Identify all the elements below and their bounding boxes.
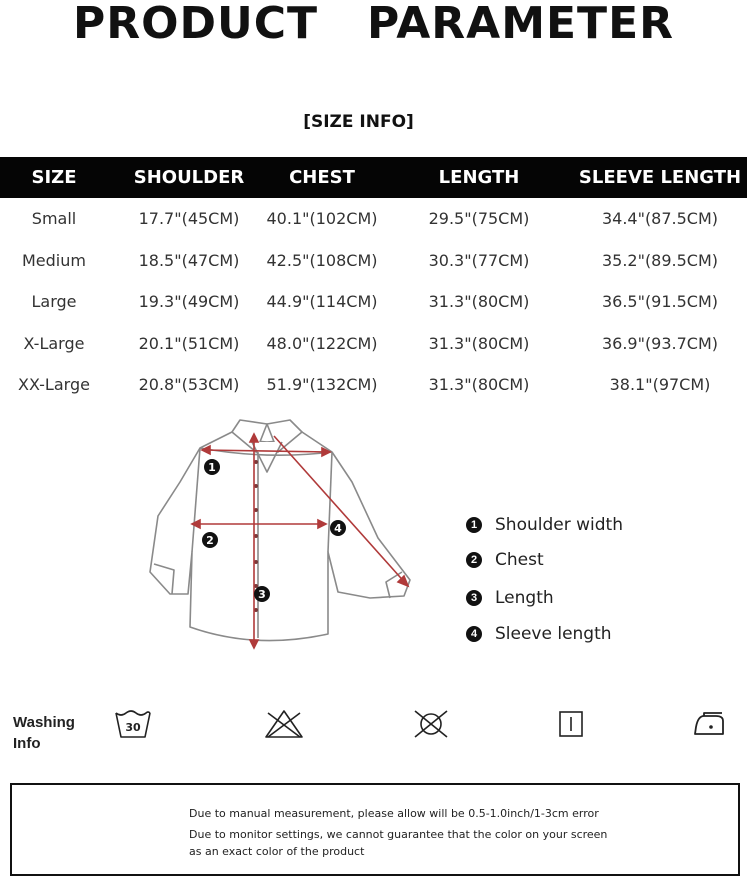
cell-size: Large — [31, 292, 77, 311]
header-sleeve-length: SLEEVE LENGTH — [578, 167, 742, 188]
header-chest: CHEST — [289, 167, 355, 188]
legend-label: Shoulder width — [495, 515, 623, 535]
size-info-heading: [SIZE INFO] — [303, 112, 414, 132]
cell-shoulder: 19.3"(49CM) — [138, 292, 240, 311]
line-dry-icon — [556, 707, 586, 741]
washing-label-line2: Info — [13, 735, 41, 752]
cell-shoulder: 20.1"(51CM) — [138, 334, 240, 353]
notice-line: Due to monitor settings, we cannot guarantee that the color on your screen — [189, 828, 608, 841]
legend-label: Chest — [495, 550, 544, 570]
cell-chest: 51.9"(132CM) — [266, 375, 378, 394]
size-table-header — [0, 157, 747, 198]
measurement-notice-box — [10, 783, 740, 876]
legend-label: Sleeve length — [495, 624, 612, 644]
notice-line: Due to manual measurement, please allow will be 0.5-1.0inch/1-3cm error — [189, 807, 599, 820]
cell-sleeve-length: 36.9"(93.7CM) — [601, 334, 719, 353]
table-row — [0, 198, 747, 240]
cell-sleeve-length: 36.5"(91.5CM) — [601, 292, 719, 311]
cell-sleeve-length: 35.2"(89.5CM) — [601, 251, 719, 270]
legend-number-icon: 2 — [466, 552, 482, 568]
iron-low-icon — [692, 707, 726, 741]
marker-3-label: 3 — [258, 588, 266, 601]
legend-label: Length — [495, 588, 554, 608]
shirt-measurement-diagram — [140, 412, 430, 657]
page-title: PRODUCT PARAMETER — [72, 0, 675, 49]
header-shoulder: SHOULDER — [133, 167, 245, 188]
cell-shoulder: 18.5"(47CM) — [138, 251, 240, 270]
cell-shoulder: 20.8"(53CM) — [138, 375, 240, 394]
table-row — [0, 240, 747, 282]
cell-size: XX-Large — [18, 375, 90, 394]
cell-size: Small — [31, 209, 77, 228]
marker-2-label: 2 — [206, 534, 214, 547]
table-row — [0, 364, 747, 406]
header-size: SIZE — [31, 167, 77, 188]
cell-chest: 42.5"(108CM) — [266, 251, 378, 270]
cell-sleeve-length: 38.1"(97CM) — [609, 375, 711, 394]
cell-length: 31.3"(80CM) — [428, 334, 530, 353]
cell-length: 31.3"(80CM) — [428, 292, 530, 311]
cell-size: X-Large — [23, 334, 85, 353]
wash-temp-label: 30 — [125, 721, 141, 734]
cell-length: 29.5"(75CM) — [428, 209, 530, 228]
cell-length: 30.3"(77CM) — [428, 251, 530, 270]
cell-shoulder: 17.7"(45CM) — [138, 209, 240, 228]
do-not-tumble-dry-icon — [411, 707, 451, 741]
cell-chest: 48.0"(122CM) — [266, 334, 378, 353]
notice-line: as an exact color of the product — [189, 845, 365, 858]
cell-size: Medium — [22, 251, 86, 270]
washing-info-label — [13, 712, 75, 754]
marker-4-label: 4 — [334, 522, 342, 535]
cell-chest: 40.1"(102CM) — [266, 209, 378, 228]
wash-30-icon — [112, 707, 154, 741]
header-length: LENGTH — [438, 167, 520, 188]
legend-number-icon: 4 — [466, 626, 482, 642]
table-row — [0, 323, 747, 365]
cell-sleeve-length: 34.4"(87.5CM) — [601, 209, 719, 228]
cell-length: 31.3"(80CM) — [428, 375, 530, 394]
marker-1-label: 1 — [208, 461, 216, 474]
legend-number-icon: 3 — [466, 590, 482, 606]
cell-chest: 44.9"(114CM) — [266, 292, 378, 311]
table-row — [0, 281, 747, 323]
do-not-bleach-icon — [262, 707, 306, 741]
washing-label-line1: Washing — [13, 714, 75, 731]
legend-number-icon: 1 — [466, 517, 482, 533]
